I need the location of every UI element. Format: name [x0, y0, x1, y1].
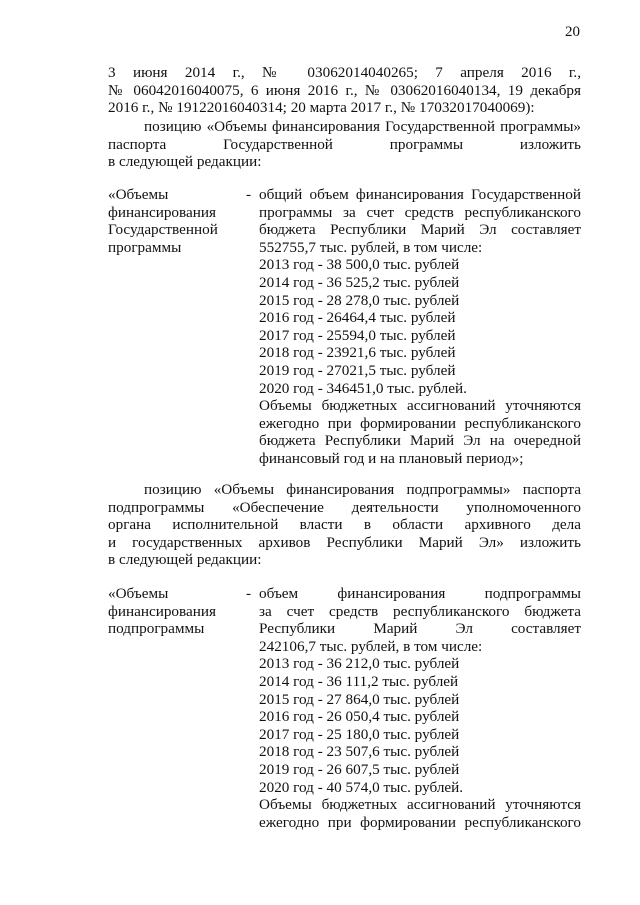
paragraph-position-subprogram: [108, 481, 581, 569]
amendment-references: [108, 64, 581, 117]
text-line: в следующей редакции:: [108, 153, 262, 171]
year-line: 2013 год - 36 212,0 тыс. рублей: [259, 655, 460, 673]
label-line: финансирования: [108, 203, 216, 221]
label-line: Государственной: [108, 221, 218, 239]
year-line: 2015 год - 27 864,0 тыс. рублей: [259, 690, 460, 708]
summary-line: 242106,7 тыс. рублей, в том числе:: [259, 637, 483, 655]
year-line: 2013 год - 38 500,0 тыс. рублей: [259, 256, 460, 274]
dash-separator: -: [246, 186, 252, 203]
paragraph-position-program: [108, 118, 581, 171]
program-funding-block: [108, 186, 581, 466]
note-line: финансовый год и на плановый период»;: [259, 449, 524, 467]
year-line: 2017 год - 25594,0 тыс. рублей: [259, 326, 456, 344]
year-line: 2014 год - 36 525,2 тыс. рублей: [259, 273, 460, 291]
summary-line: 552755,7 тыс. рублей, в том числе:: [259, 238, 483, 256]
year-line: 2019 год - 27021,5 тыс. рублей: [259, 361, 456, 379]
year-line: 2015 год - 28 278,0 тыс. рублей: [259, 291, 460, 309]
summary-line: Республики Марий Эл составляет: [259, 620, 581, 638]
year-line: 2020 год - 346451,0 тыс. рублей.: [259, 379, 467, 397]
label-line: подпрограммы: [108, 620, 205, 638]
funding-label: [108, 585, 253, 638]
summary-line: за счет средств республиканского бюджета: [259, 602, 581, 620]
year-line: 2019 год - 26 607,5 тыс. рублей: [259, 760, 460, 778]
summary-line: программы за счет средств республиканского: [259, 203, 581, 221]
text-line: позицию «Объемы финансирования Государственной программы»: [144, 118, 581, 135]
summary-line: общий объем финансирования Государственной: [259, 186, 581, 203]
note-line: Объемы бюджетных ассигнований уточняются: [259, 796, 581, 814]
text-line: паспорта Государственной программы изложить: [108, 135, 581, 153]
year-line: 2017 год - 25 180,0 тыс. рублей: [259, 725, 460, 743]
note-line: бюджета Республики Марий Эл на очередной: [259, 432, 581, 450]
funding-value: [259, 186, 581, 468]
text-line: 2016 г., № 19122016040314; 20 марта 2017 г., № 17032017040069):: [108, 99, 535, 117]
text-line: в следующей редакции:: [108, 551, 262, 569]
text-line: № 06042016040075, 6 июня 2016 г., № 03062016040134, 19 декабря: [108, 81, 581, 99]
note-line: ежегодно при формировании республиканского: [259, 414, 581, 432]
year-line: 2014 год - 36 111,2 тыс. рублей: [259, 672, 459, 690]
label-line: финансирования: [108, 602, 216, 620]
text-line: и государственных архивов Республики Марий Эл» изложить: [108, 533, 581, 551]
funding-label: [108, 186, 253, 256]
dash-separator: -: [246, 585, 252, 602]
text-line: органа исполнительной власти в области архивного дела: [108, 516, 581, 534]
subprogram-funding-block: [108, 585, 581, 835]
year-line: 2016 год - 26464,4 тыс. рублей: [259, 309, 456, 327]
label-line: «Объемы: [108, 585, 169, 602]
year-line: 2018 год - 23 507,6 тыс. рублей: [259, 743, 460, 761]
text-line: позицию «Объемы финансирования подпрограммы» паспорта: [144, 481, 581, 498]
page-number: 20: [565, 24, 580, 40]
year-line: 2020 год - 40 574,0 тыс. рублей.: [259, 778, 464, 796]
year-line: 2016 год - 26 050,4 тыс. рублей: [259, 708, 460, 726]
funding-value: [259, 585, 581, 831]
note-line: Объемы бюджетных ассигнований уточняются: [259, 397, 581, 415]
text-line: 3 июня 2014 г., № 03062014040265; 7 апреля 2016 г.,: [108, 64, 581, 81]
label-line: программы: [108, 238, 182, 256]
label-line: «Объемы: [108, 186, 169, 203]
text-line: подпрограммы «Обеспечение деятельности уполномоченного: [108, 498, 581, 516]
summary-line: объем финансирования подпрограммы: [259, 585, 581, 602]
year-line: 2018 год - 23921,6 тыс. рублей: [259, 344, 456, 362]
summary-line: бюджета Республики Марий Эл составляет: [259, 221, 581, 239]
note-line: ежегодно при формировании республиканского: [259, 813, 581, 831]
